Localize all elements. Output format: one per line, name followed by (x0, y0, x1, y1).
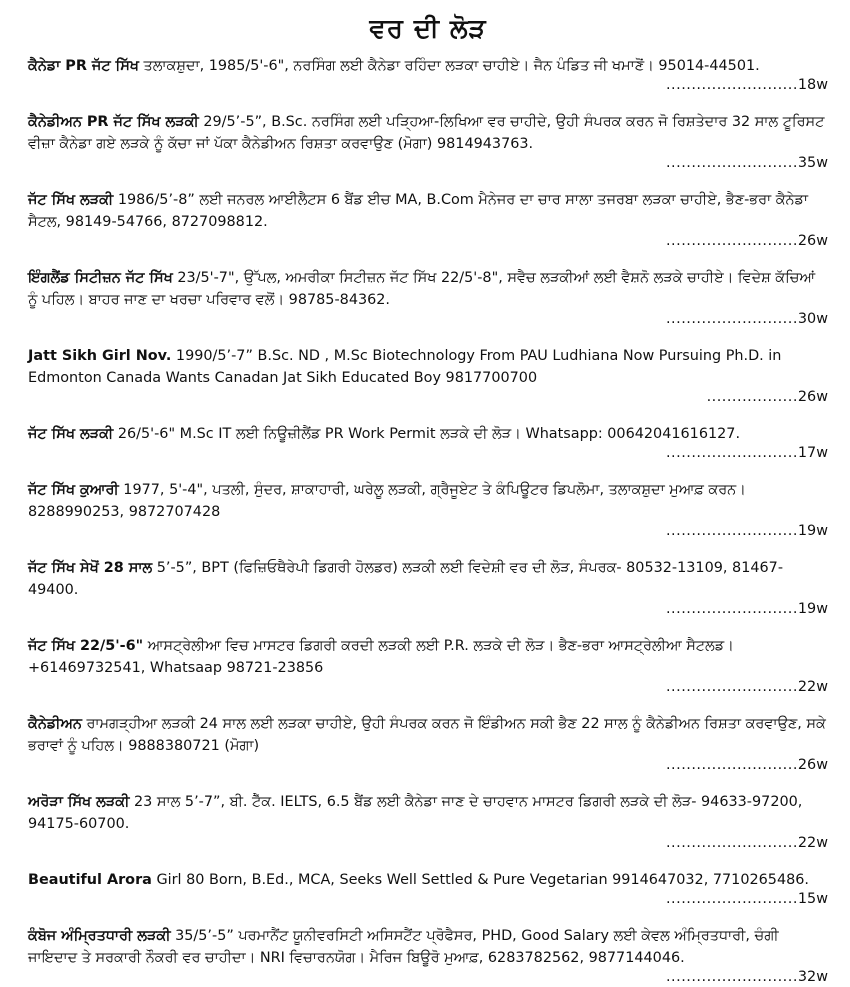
ad-code-line (28, 153, 828, 173)
ad-code: 30w (797, 311, 828, 327)
ad-code: 17w (797, 445, 828, 461)
page-title: ਵਰ ਦੀ ਲੋੜ (369, 14, 487, 44)
ad-code: 26w (797, 757, 828, 773)
ad-body: 5’-5”, BPT (ਫਿਜ਼ਿਓਥੈਰੇਪੀ ਡਿਗਰੀ ਹੋਲਡਰ) ਲੜਕੀ ਲਈ ਵਿਦੇਸ਼ੀ ਵਰ ਦੀ ਲੋੜ, ਸੰਪਰਕ- 80532-13109, 81467-49400. (28, 560, 784, 598)
ad-item (28, 635, 828, 697)
ad-lead: ਕੈਨੇਡਾ PR ਜੱਟ ਸਿੱਖ (28, 58, 139, 74)
ad-code: 19w (797, 523, 828, 539)
ad-lead: ਕੈਨੇਡੀਅਨ (28, 716, 82, 732)
ad-code: 35w (797, 155, 828, 171)
ad-lead: Beautiful Arora (28, 872, 152, 888)
ad-dots: .......................... (665, 445, 798, 461)
ad-code-line (28, 521, 828, 541)
ad-lead: ਇੰਗਲੈਂਡ ਸਿਟੀਜ਼ਨ ਜੱਟ ਸਿੱਖ (28, 270, 173, 286)
ad-code: 15w (797, 891, 828, 907)
ad-body: 23 ਸਾਲ 5’-7”, ਬੀ. ਟੈੱਕ. IELTS, 6.5 ਬੈਂਡ ਲਈ ਕੈਨੇਡਾ ਜਾਣ ਦੇ ਚਾਹਵਾਨ ਮਾਸਟਰ ਡਿਗਰੀ ਲੜਕੇ ਦੀ ਲੋੜ- 94633-97200, 94175-60700. (28, 794, 803, 832)
ad-body: 26/5'-6" M.Sc IT ਲਈ ਨਿਊਜ਼ੀਲੈਂਡ PR Work Permit ਲੜਕੇ ਦੀ ਲੋੜ। Whatsapp: 00642041616127. (113, 426, 741, 442)
ad-item (28, 925, 828, 987)
ad-dots: .......................... (665, 77, 798, 93)
ad-dots: .......................... (665, 835, 798, 851)
ad-code-line (28, 443, 828, 463)
ad-lead: Jatt Sikh Girl Nov. (28, 348, 172, 364)
ad-dots: .................. (706, 389, 798, 405)
ad-item (28, 479, 828, 541)
ad-body: ਆਸਟ੍ਰੇਲੀਆ ਵਿਚ ਮਾਸਟਰ ਡਿਗਰੀ ਕਰਦੀ ਲੜਕੀ ਲਈ P.R. ਲੜਕੇ ਦੀ ਲੋੜ। ਭੈਣ-ਭਰਾ ਆਸਟ੍ਰੇਲੀਆ ਸੈਟਲਡ। +61469732541, Whatsaap 98721-23856 (28, 638, 734, 676)
ad-code-line (28, 889, 828, 909)
ad-lead: ਕੈਨੇਡੀਅਨ PR ਜੱਟ ਸਿੱਖ ਲੜਕੀ (28, 114, 199, 130)
ad-code: 19w (797, 601, 828, 617)
ad-dots: .......................... (665, 523, 798, 539)
ad-body: 1977, 5'-4", ਪਤਲੀ, ਸੁੰਦਰ, ਸ਼ਾਕਾਹਾਰੀ, ਘਰੇਲੂ ਲੜਕੀ, ਗ੍ਰੈਜੂਏਟ ਤੇ ਕੰਪਿਊਟਰ ਡਿਪਲੋਮਾ, ਤਲਾਕਸ਼ੁਦਾ ਮੁਆਫ਼ ਕਰਨ। 8288990253, 9872707428 (28, 482, 746, 520)
ad-item (28, 713, 828, 775)
ad-code-line (28, 387, 828, 407)
ad-body: 35/5’-5” ਪਰਮਾਨੈਂਟ ਯੂਨੀਵਰਸਿਟੀ ਅਸਿਸਟੈਂਟ ਪ੍ਰੋਫੈਸਰ, PHD, Good Salary ਲਈ ਕੇਵਲ ਅੰਮ੍ਰਿਤਧਾਰੀ, ਚੰਗੀ ਜਾਇਦਾਦ ਤੇ ਸਰਕਾਰੀ ਨੌਕਰੀ ਵਰ ਚਾਹੀਦਾ। NRI ਵਿਚਾਰਨਯੋਗ। ਮੈਰਿਜ ਬਿਊਰੋ ਮੁਆਫ਼, 6283782562, 9877144046. (28, 928, 779, 966)
ad-code-line (28, 75, 828, 95)
ad-code-line (28, 967, 828, 987)
ad-body: ਤਲਾਕਸ਼ੁਦਾ, 1985/5'-6", ਨਰਸਿੰਗ ਲਈ ਕੈਨੇਡਾ ਰਹਿੰਦਾ ਲੜਕਾ ਚਾਹੀਏ। ਜੈਨ ਪੰਡਿਤ ਜੀ ਖਮਾਣੋਂ। 95014-44501. (138, 58, 760, 74)
ad-lead: ਕੰਬੋਜ ਅੰਮ੍ਰਿਤਧਾਰੀ ਲੜਕੀ (28, 928, 171, 944)
ad-code-line (28, 677, 828, 697)
ad-lead: ਜੱਟ ਸਿੱਖ 22/5'-6" (28, 638, 144, 654)
ad-lead: ਜੱਟ ਸਿੱਖ ਸੇਖੋਂ 28 ਸਾਲ (28, 560, 153, 576)
ad-item (28, 791, 828, 853)
ad-code: 22w (797, 835, 828, 851)
ad-dots: .......................... (665, 757, 798, 773)
ad-item (28, 189, 828, 251)
ad-lead: ਜੱਟ ਸਿੱਖ ਕੁਆਰੀ (28, 482, 119, 498)
ad-dots: .......................... (665, 969, 798, 985)
ad-code: 18w (797, 77, 828, 93)
ad-code-line (28, 755, 828, 775)
ad-code: 26w (797, 389, 828, 405)
ad-dots: .......................... (665, 233, 798, 249)
ad-code: 26w (797, 233, 828, 249)
ad-dots: .......................... (665, 679, 798, 695)
ad-dots: .......................... (665, 311, 798, 327)
ad-body: 23/5'-7", ਉੱਪਲ, ਅਮਰੀਕਾ ਸਿਟੀਜ਼ਨ ਜੱਟ ਸਿੱਖ 22/5'-8", ਸਵੈਚ ਲੜਕੀਆਂ ਲਈ ਵੈਸ਼ਨੋ ਲੜਕੇ ਚਾਹੀਏ। ਵਿਦੇਸ਼ ਕੱਚਿਆਂ ਨੂੰ ਪਹਿਲ। ਬਾਹਰ ਜਾਣ ਦਾ ਖਰਚਾ ਪਰਿਵਾਰ ਵਲੋਂ। 98785-84362. (28, 270, 816, 308)
ad-item (28, 55, 828, 95)
ad-dots: .......................... (665, 891, 798, 907)
ad-code-line (28, 231, 828, 251)
ad-item (28, 557, 828, 619)
ad-lead: ਜੱਟ ਸਿੱਖ ਲੜਕੀ (28, 426, 114, 442)
ad-body: Girl 80 Born, B.Ed., MCA, Seeks Well Settled & Pure Vegetarian 9914647032, 7710265486. (151, 872, 809, 888)
ad-body: 29/5’-5”, B.Sc. ਨਰਸਿੰਗ ਲਈ ਪੜ੍ਹਿਆ-ਲਿਖਿਆ ਵਰ ਚਾਹੀਦੇ, ਉਹੀ ਸੰਪਰਕ ਕਰਨ ਜੋ ਰਿਸ਼ਤੇਦਾਰ 32 ਸਾਲ ਟੂਰਿਸਟ ਵੀਜ਼ਾ ਕੈਨੇਡਾ ਗਏ ਲੜਕੇ ਨੂੰ ਕੱਚਾ ਜਾਂ ਪੱਕਾ ਕੈਨੇਡੀਅਨ ਰਿਸ਼ਤਾ ਕਰਵਾਉਣ (ਮੋਗਾ) 9814943763. (28, 114, 825, 152)
ad-body: ਰਾਮਗੜ੍ਹੀਆ ਲੜਕੀ 24 ਸਾਲ ਲਈ ਲੜਕਾ ਚਾਹੀਏ, ਉਹੀ ਸੰਪਰਕ ਕਰਨ ਜੋ ਇੰਡੀਅਨ ਸਕੀ ਭੈਣ 22 ਸਾਲ ਨੂੰ ਕੈਨੇਡੀਅਨ ਰਿਸ਼ਤਾ ਕਰਵਾਉਣ, ਸਕੇ ਭਰਾਵਾਂ ਨੂੰ ਪਹਿਲ। 9888380721 (ਮੋਗਾ) (28, 716, 826, 754)
ad-item (28, 345, 828, 407)
ad-item (28, 267, 828, 329)
ad-code-line (28, 599, 828, 619)
ad-lead: ਅਰੋੜਾ ਸਿੱਖ ਲੜਕੀ (28, 794, 130, 810)
ad-lead: ਜੱਟ ਸਿੱਖ ਲੜਕੀ (28, 192, 114, 208)
ad-code-line (28, 833, 828, 853)
ad-dots: .......................... (665, 601, 798, 617)
ad-item (28, 869, 828, 909)
ad-item (28, 423, 828, 463)
ad-dots: .......................... (665, 155, 798, 171)
ad-code: 32w (797, 969, 828, 985)
ad-body: 1986/5’-8” ਲਈ ਜਨਰਲ ਆਈਲੈਟਸ 6 ਬੈਂਡ ਈਚ MA, B.Com ਮੈਨੇਜਰ ਦਾ ਚਾਰ ਸਾਲਾ ਤਜਰਬਾ ਲੜਕਾ ਚਾਹੀਏ, ਭੈਣ-ਭਰਾ ਕੈਨੇਡਾ ਸੈਟਲ, 98149-54766, 8727098812. (28, 192, 809, 230)
ad-item (28, 111, 828, 173)
ad-code: 22w (797, 679, 828, 695)
ad-body: 1990/5’-7” B.Sc. ND , M.Sc Biotechnology From PAU Ludhiana Now Pursuing Ph.D. in Edmonton Canada Wants Canadan Jat Sikh Educated Boy 9817700700 (28, 348, 782, 386)
ad-code-line (28, 309, 828, 329)
